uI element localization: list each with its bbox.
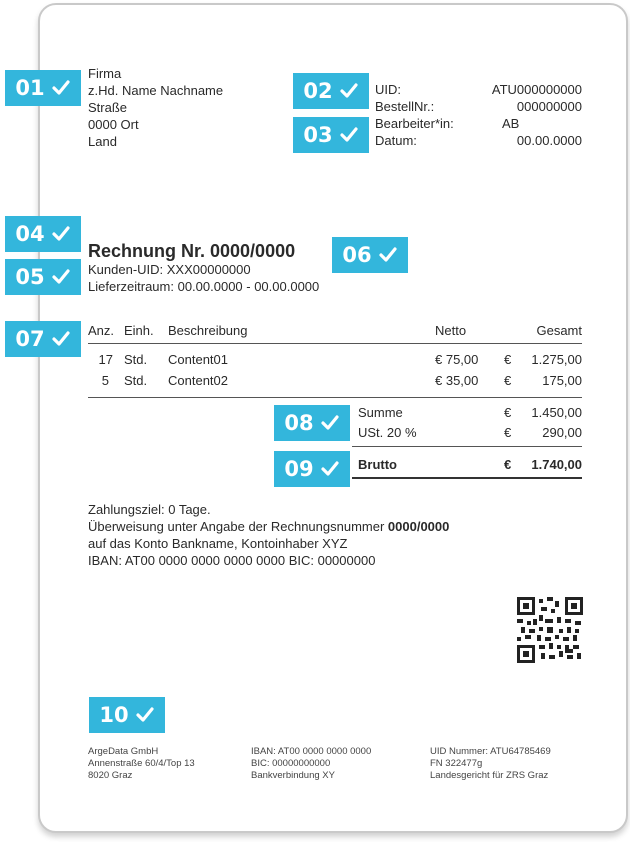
recipient-line: Straße	[88, 100, 128, 115]
check-icon	[320, 459, 340, 479]
badge-06	[332, 237, 408, 273]
payment-account: auf das Konto Bankname, Kontoinhaber XYZ	[88, 536, 348, 551]
footer-bank-line: BIC: 00000000000	[251, 758, 331, 769]
check-icon	[51, 267, 71, 287]
gross-value: 1.740,00	[531, 457, 582, 472]
badge-number: 03	[303, 123, 333, 147]
order-value: 000000000	[516, 99, 582, 114]
badge-09	[274, 451, 350, 487]
badge-number: 09	[284, 457, 314, 481]
customer-uid: Kunden-UID: XXX00000000	[88, 262, 251, 277]
header-description: Beschreibung	[168, 323, 248, 338]
vat-label: USt. 20 %	[358, 425, 417, 440]
header-total: Gesamt	[536, 323, 582, 338]
row-description: Content02	[168, 373, 228, 388]
sum-value: 1.450,00	[531, 405, 582, 420]
badge-number: 04	[15, 222, 45, 246]
header-divider	[88, 343, 582, 344]
badge-number: 10	[99, 703, 129, 727]
badge-02	[293, 73, 369, 109]
sum-label: Summe	[358, 405, 403, 420]
row-unit: Std.	[124, 373, 148, 388]
payment-iban: IBAN: AT00 0000 0000 0000 0000 BIC: 00000000	[88, 553, 376, 568]
payment-reference-text: Überweisung unter Angabe der Rechnungsnummer	[88, 519, 388, 534]
header-unit: Einh.	[124, 323, 154, 338]
footer-legal-line: Landesgericht für ZRS Graz	[430, 770, 549, 781]
row-description: Content01	[168, 352, 228, 367]
payment-reference-number: 0000/0000	[387, 519, 450, 534]
payment-terms: Zahlungsziel: 0 Tage.	[88, 502, 211, 517]
qr-code-icon	[517, 597, 583, 663]
badge-number: 06	[342, 243, 372, 267]
header-net: Netto	[435, 323, 467, 338]
gross-underline	[352, 477, 582, 479]
badge-number: 02	[303, 79, 333, 103]
check-icon	[339, 125, 359, 145]
footer-company-line: ArgeData GmbH	[88, 746, 159, 757]
badge-number: 07	[15, 327, 45, 351]
row-net: € 75,00	[435, 352, 479, 367]
check-icon	[378, 245, 398, 265]
vat-currency: €	[504, 425, 512, 440]
badge-08	[274, 405, 350, 441]
check-icon	[51, 329, 71, 349]
row-total: 1.275,00	[531, 352, 582, 367]
row-qty: 17	[98, 352, 113, 367]
recipient-line: Land	[88, 134, 117, 149]
row-unit: Std.	[124, 352, 148, 367]
vat-value: 290,00	[542, 425, 582, 440]
badge-10	[89, 697, 165, 733]
recipient-line: Firma	[88, 66, 122, 81]
header-qty: Anz.	[88, 323, 115, 338]
badge-03	[293, 117, 369, 153]
clerk-label: Bearbeiter*in:	[375, 116, 454, 131]
row-total: 175,00	[542, 373, 582, 388]
footer-legal-line: UID Nummer: ATU64785469	[430, 746, 551, 757]
check-icon	[339, 81, 359, 101]
order-label: BestellNr.:	[375, 99, 435, 114]
footer-bank-line: Bankverbindung XY	[251, 770, 335, 781]
date-value: 00.00.0000	[516, 133, 582, 148]
check-icon	[135, 705, 155, 725]
footer-bank-line: IBAN: AT00 0000 0000 0000	[251, 746, 372, 757]
check-icon	[320, 413, 340, 433]
uid-label: UID:	[375, 82, 401, 97]
row-qty: 5	[101, 373, 109, 388]
footer-legal-line: FN 322477g	[430, 758, 483, 769]
payment-reference	[88, 518, 449, 535]
badge-04	[5, 216, 81, 252]
sum-currency: €	[504, 405, 512, 420]
gross-currency: €	[504, 457, 512, 472]
footer-company-line: Annenstraße 60/4/Top 13	[88, 758, 195, 769]
recipient-line: z.Hd. Name Nachname	[88, 83, 224, 98]
badge-01	[5, 70, 81, 106]
invoice-title: Rechnung Nr. 0000/0000	[88, 241, 296, 261]
badge-number: 05	[15, 265, 45, 289]
clerk-value: AB	[502, 116, 520, 131]
badge-number: 01	[15, 76, 45, 100]
row-net: € 35,00	[435, 373, 479, 388]
check-icon	[51, 78, 71, 98]
badge-number: 08	[284, 411, 314, 435]
recipient-line: 0000 Ort	[88, 117, 139, 132]
date-label: Datum:	[375, 133, 417, 148]
totals-divider	[352, 446, 582, 447]
badge-05	[5, 259, 81, 295]
table-divider	[88, 397, 582, 398]
uid-value: ATU000000000	[491, 82, 582, 97]
badge-07	[5, 321, 81, 357]
row-currency: €	[504, 373, 512, 388]
gross-label: Brutto	[358, 457, 397, 472]
row-currency: €	[504, 352, 512, 367]
delivery-period: Lieferzeitraum: 00.00.0000 - 00.00.0000	[88, 279, 320, 294]
footer-company-line: 8020 Graz	[88, 770, 133, 781]
check-icon	[51, 224, 71, 244]
